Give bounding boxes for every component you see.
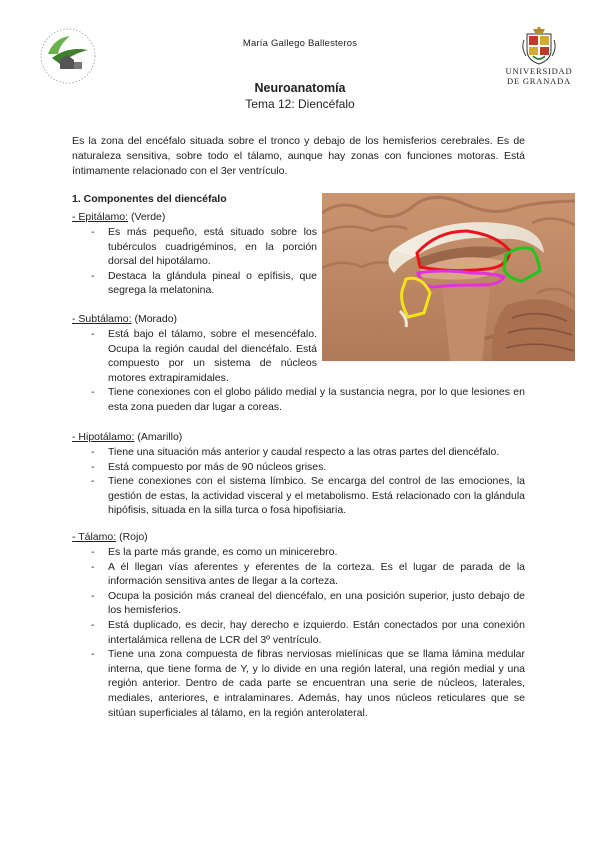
list-item: - Está duplicado, es decir, hay derecho e izquierdo. Están conectados por una conexión intertalámica rellena de LCR del 3º ventrículo. <box>72 618 525 647</box>
section-heading: 1. Componentes del diencéfalo <box>72 193 227 205</box>
list-item: - Ocupa la posición más craneal del diencéfalo, en una posición superior, justo debajo de los hemisferios. <box>72 589 525 618</box>
list-item: - Tiene conexiones con el sistema límbico. Se encarga del control de las emociones, la gestión de estas, la actividad visceral y el metabolismo. Está relacionado con la glándula hipófisis, situada en la silla turca o fosa hipofisiaria. <box>72 474 525 518</box>
university-logo <box>498 26 580 86</box>
university-name-line1: UNIVERSIDAD <box>505 66 573 76</box>
subtalamo-list <box>72 327 525 415</box>
list-item: - Destaca la glándula pineal o epífisis, que segrega la melatonina. <box>72 269 317 298</box>
faculty-logo-icon <box>38 24 98 88</box>
intro-paragraph: Es la zona del encéfalo situada sobre el tronco y debajo de los hemisferios cerebrales. Es de naturaleza sensitiva, sobre todo el tálamo, aunque hay zonas con funciones motoras. Está íntimamente relacionado con el 3er ventrículo. <box>72 135 525 177</box>
section-subtalamo-label <box>72 313 177 325</box>
list-item: - Está compuesto por más de 90 núcleos grises. <box>72 460 525 475</box>
talamo-color: (Rojo) <box>119 531 148 543</box>
epitalamo-list <box>72 225 317 298</box>
university-crest-icon <box>521 26 557 66</box>
subtalamo-name: - Subtálamo: <box>72 313 132 325</box>
epitalamo-name: - Epitálamo: <box>72 211 129 223</box>
subtalamo-color: (Morado) <box>134 313 178 325</box>
section-hipotalamo-label <box>72 431 182 443</box>
hipotalamo-color: (Amarillo) <box>137 431 183 443</box>
document-title: Neuroanatomía <box>254 81 346 95</box>
list-item: - Tiene una zona compuesta de fibras nerviosas mielínicas que se llama lámina medular interna, que tiene forma de Y, y lo divide en una región lateral, una región medial y una región anterior. Dentro de cada parte se encuentran una serie de núcleos, laterales, mediales, anteriores, e intralaminares. Además, hay unos núcleos reticulares que se sitúan superficiales al tálamo, en la región anterolateral. <box>72 647 525 720</box>
document-subtitle: Tema 12: Diencéfalo <box>245 97 355 111</box>
list-item: - Es la parte más grande, es como un minicerebro. <box>72 545 525 560</box>
section-talamo-label <box>72 531 148 543</box>
list-item: - Está bajo el tálamo, sobre el mesencéfalo. Ocupa la región caudal del diencéfalo. Está compuesto por un sistema de núcleos motores extrapiramidales. <box>72 327 317 385</box>
hipotalamo-name: - Hipotálamo: <box>72 431 135 443</box>
section-epitalamo-label <box>72 211 165 223</box>
epitalamo-color: (Verde) <box>130 211 166 223</box>
list-item: - Es más pequeño, está situado sobre los tubérculos cuadrigéminos, en la porción dorsal del hipotálamo. <box>72 225 317 269</box>
list-item: - Tiene conexiones con el globo pálido medial y la sustancia negra, por lo que lesiones en esta zona pueden dar lugar a coreas. <box>72 385 525 414</box>
university-name-line2: DE GRANADA <box>507 76 571 86</box>
hipotalamo-list <box>72 445 525 518</box>
list-item: - A él llegan vías aferentes y eferentes de la corteza. Es el lugar de parada de la información sensitiva antes de llegar a la corteza. <box>72 560 525 589</box>
talamo-list <box>72 545 525 720</box>
header-author: María Gallego Ballesteros <box>242 38 358 49</box>
list-item: - Tiene una situación más anterior y caudal respecto a las otras partes del diencéfalo. <box>72 445 525 460</box>
talamo-name: - Tálamo: <box>72 531 117 543</box>
